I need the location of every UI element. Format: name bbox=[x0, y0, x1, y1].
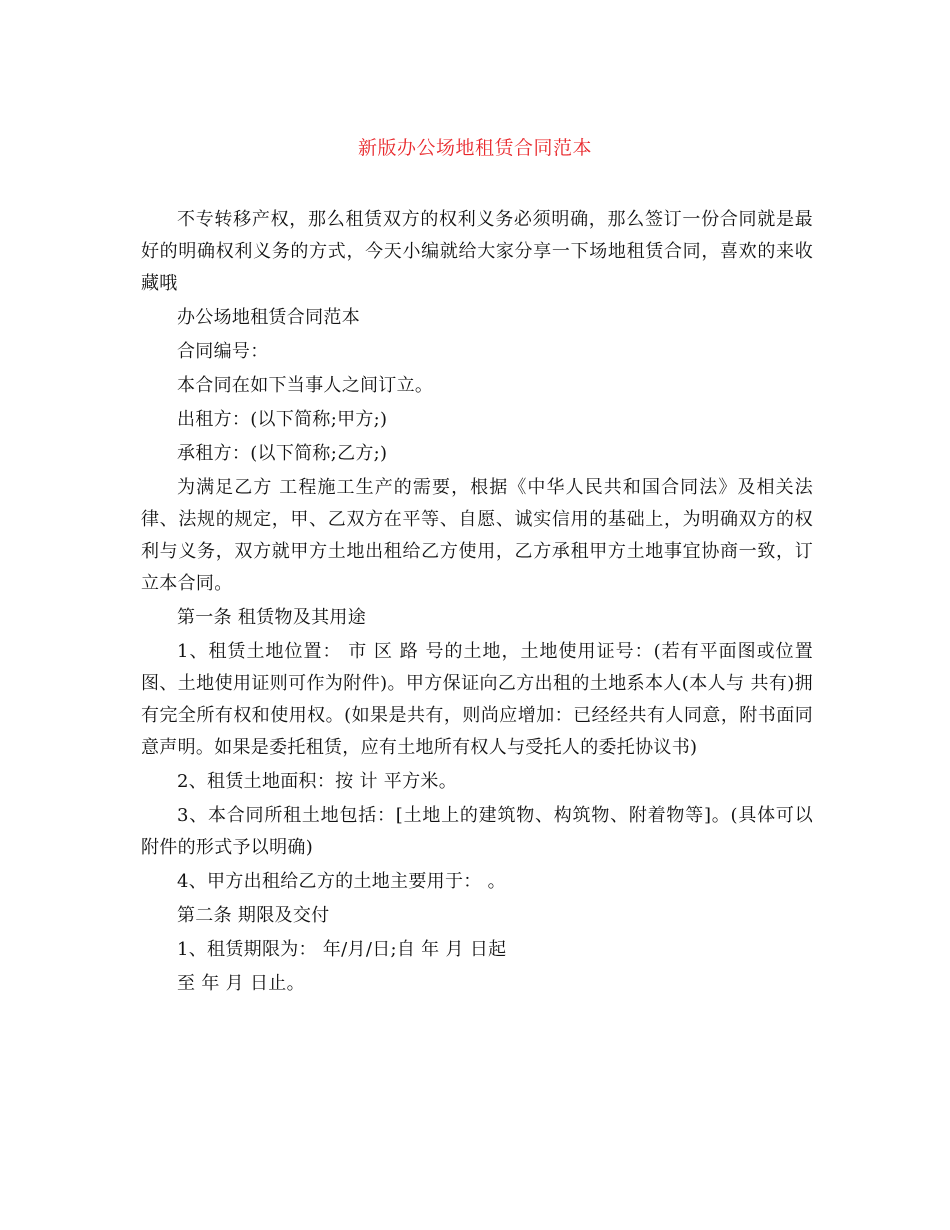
article-2-heading: 第二条 期限及交付 bbox=[177, 905, 330, 926]
intro-paragraph: 不专转移产权，那么租赁双方的权利义务必须明确，那么签订一份合同就是最好的明确权利义务的方式，今天小编就给大家分享一下场地租赁合同，喜欢的来收藏哦 bbox=[141, 209, 813, 294]
article-1-item-4: 4、甲方出租给乙方的土地主要用于： 。 bbox=[177, 871, 506, 892]
contract-number: 合同编号： bbox=[177, 341, 269, 362]
lessee-line: 承租方：(以下简称;乙方;) bbox=[177, 443, 388, 464]
contract-heading: 办公场地租赁合同范本 bbox=[177, 307, 360, 328]
article-2-item-1-end: 至 年 月 日止。 bbox=[177, 973, 305, 994]
document-body bbox=[141, 204, 813, 1002]
article-1-item-3: 3、本合同所租土地包括：[土地上的建筑物、构筑物、附着物等]。(具体可以附件的形式予以明确) bbox=[141, 805, 813, 858]
article-1-item-1: 1、租赁土地位置： 市 区 路 号的土地，土地使用证号：(若有平面图或位置图、土地使用证则可作为附件)。甲方保证向乙方出租的土地系本人(本人与 共有)拥有完全所有权和使用权。(如果是共有，则尚应增加：已经经共有人同意，附书面同意声明。如果是委托租赁，应有土地所有权人与受托人的委托协议书) bbox=[141, 641, 813, 758]
article-1-heading: 第一条 租赁物及其用途 bbox=[177, 607, 367, 628]
preamble-paragraph: 为满足乙方 工程施工生产的需要，根据《中华人民共和国合同法》及相关法律、法规的规定，甲、乙双方在平等、自愿、诚实信用的基础上，为明确双方的权利与义务，双方就甲方土地出租给乙方使用，乙方承租甲方土地事宜协商一致，订立本合同。 bbox=[141, 477, 813, 594]
document-title: 新版办公场地租赁合同范本 bbox=[357, 137, 592, 159]
article-2-item-1: 1、租赁期限为： 年/月/日;自 年 月 日起 bbox=[177, 939, 507, 960]
parties-intro: 本合同在如下当事人之间订立。 bbox=[177, 375, 434, 396]
lessor-line: 出租方：(以下简称;甲方;) bbox=[177, 409, 388, 430]
article-1-item-2: 2、租赁土地面积：按 计 平方米。 bbox=[177, 771, 457, 792]
